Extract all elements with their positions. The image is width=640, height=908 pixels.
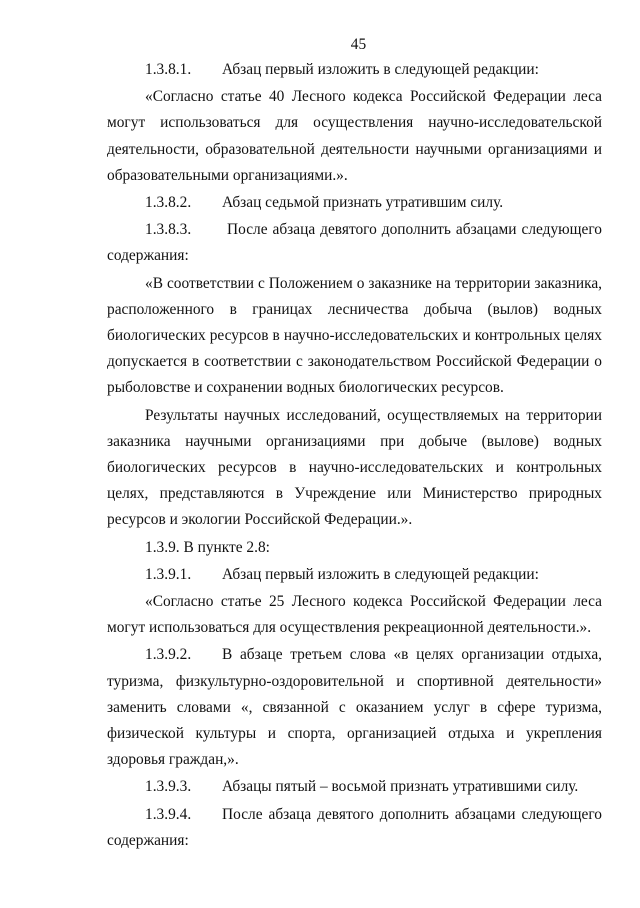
item-number: 1.3.9.3. — [145, 778, 192, 796]
paragraph-text: В абзаце третьем слова «в целях организации отдыха, туризма, физкультурно-оздоровительной и спортивной деятельности» заменить словами «, связанной с оказанием услуг в сфере туризма, физической культуры и спорта, организацией отдыха и укрепления здоровья граждан,». — [107, 646, 602, 769]
page-number: 45 — [350, 36, 367, 53]
paragraph-text: «В соответствии с Положением о заказнике на территории заказника, расположенного в границах лесничества добыча (вылов) водных биологических ресурсов в научно-исследовательских и контрольных целях допускается в соответствии с законодательством Российской Федерации о рыболовстве и сохранении водных биологических ресурсов. — [107, 274, 602, 397]
paragraph-1-3-9-2 — [107, 642, 602, 773]
item-number: 1.3.8.2. — [145, 194, 192, 212]
item-number: 1.3.8.3. — [145, 221, 192, 239]
paragraph-quote-article-25 — [107, 589, 602, 641]
paragraph-1-3-8-2 — [107, 190, 602, 216]
item-number: 1.3.9.4. — [145, 805, 192, 823]
paragraph-1-3-9 — [107, 535, 602, 561]
paragraph-text: После абзаца девятого дополнить абзацами следующего содержания: — [107, 805, 602, 849]
paragraph-text: Абзацы пятый – восьмой признать утратившими силу. — [222, 778, 579, 796]
paragraph-text: Абзац первый изложить в следующей редакции: — [222, 61, 539, 78]
item-number: 1.3.9.1. — [145, 565, 192, 583]
paragraph-quote-article-40 — [107, 84, 602, 189]
item-number: 1.3.8.1. — [145, 61, 192, 78]
paragraph-1-3-9-4 — [107, 802, 602, 854]
paragraph-1-3-9-3 — [107, 774, 602, 800]
paragraph-text: «Согласно статье 40 Лесного кодекса Российской Федерации леса могут использоваться для осуществления научно-исследовательской деятельности, образовательной деятельности научными организациями и образовательными организациями.». — [107, 88, 602, 184]
paragraph-text: После абзаца девятого дополнить абзацами следующего содержания: — [107, 221, 602, 265]
paragraph-text: «Согласно статье 25 Лесного кодекса Российской Федерации леса могут использоваться для осуществления рекреационной деятельности.». — [107, 593, 602, 637]
paragraph-text: 1.3.9. В пункте 2.8: — [145, 538, 270, 556]
paragraph-text: Абзац первый изложить в следующей редакции: — [222, 565, 539, 583]
paragraph-1-3-8-1 — [107, 57, 602, 83]
paragraph-text: Абзац седьмой признать утратившим силу. — [222, 194, 504, 212]
paragraph-1-3-8-3 — [107, 217, 602, 269]
paragraph-1-3-9-1 — [107, 562, 602, 588]
paragraph-text: Результаты научных исследований, осуществляемых на территории заказника научными организациями при добыче (вылове) водных биологических ресурсов в научно-исследовательских и контрольных целях, представляются в Учреждение или Министерство природных ресурсов и экологии Российской Федерации.». — [107, 406, 602, 529]
paragraph-research-results — [107, 403, 602, 534]
item-number: 1.3.9.2. — [145, 646, 192, 664]
paragraph-quote-fishing — [107, 271, 602, 402]
